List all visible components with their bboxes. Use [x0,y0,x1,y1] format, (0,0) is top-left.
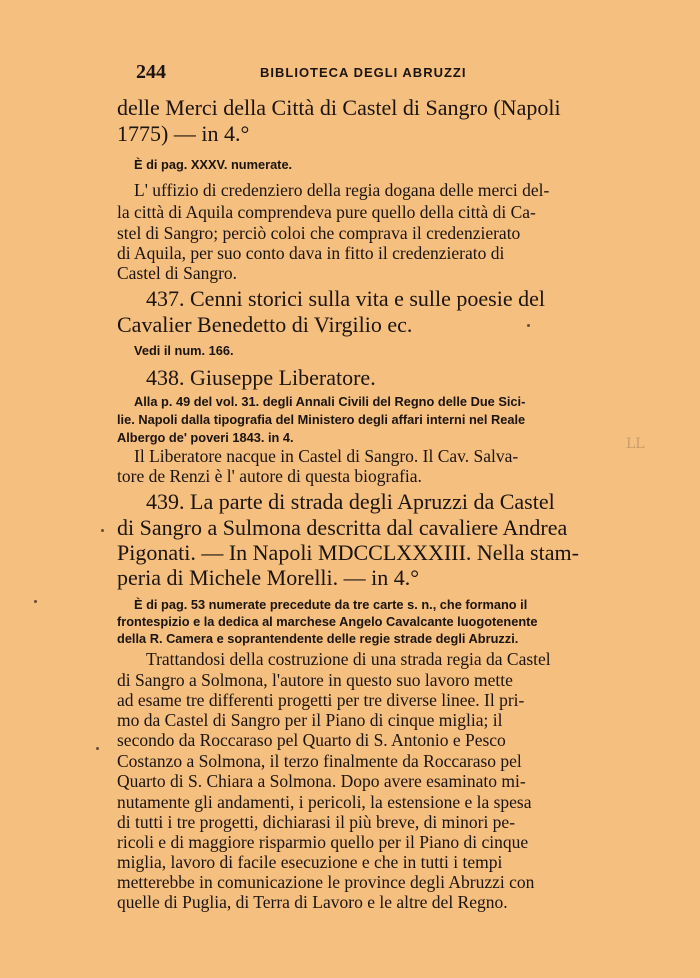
margin-speck [101,529,104,532]
body-text-line: quelle di Puglia, di Terra di Lavoro e le altre del Regno. [117,892,508,912]
entry-title-line: Cavalier Benedetto di Virgilio ec. [117,312,413,337]
bibliographic-note: Vedi il num. 166. [134,343,234,358]
body-text-line: di tutti i tre progetti, dichiarasi il più breve, di minori pe- [117,812,516,832]
entry-title-line: delle Merci della Città di Castel di Sangro (Napoli [117,95,561,120]
body-text-line: Costanzo a Solmona, il terzo finalmente da Roccaraso pel [117,751,522,771]
page-number: 244 [136,61,166,83]
body-text-line: di Sangro a Solmona, l'autore in questo suo lavoro mette [117,670,513,690]
bibliographic-note: Alla p. 49 del vol. 31. degli Annali Civili del Regno delle Due Sici- [134,394,526,409]
body-text-line: nutamente gli andamenti, i pericoli, la estensione e la spesa [117,792,532,812]
entry-title-line: 439. La parte di strada degli Apruzzi da Castel [146,489,555,514]
entry-title-line: 437. Cenni storici sulla vita e sulle poesie del [146,286,545,311]
body-text-line: metterebbe in comunicazione le province degli Abruzzi con [117,872,535,892]
body-text-line: mo da Castel di Sangro per il Piano di cinque miglia; il [117,710,503,730]
entry-title-line: peria di Michele Morelli. — in 4.° [117,565,420,590]
running-title: BIBLIOTECA DEGLI ABRUZZI [260,65,467,80]
entry-title-line: Pigonati. — In Napoli MDCCLXXXIII. Nella stam- [117,540,579,565]
body-text-line: Trattandosi della costruzione di una strada regia da Castel [146,649,551,669]
bibliographic-note: frontespizio e la dedica al marchese Angelo Cavalcante luogotenente [117,614,538,629]
body-text-line: ricoli e di maggiore risparmio quello per il Piano di cinque [117,832,529,852]
margin-speck [96,747,99,750]
margin-speck [527,324,530,327]
body-text-line: Il Liberatore nacque in Castel di Sangro. Il Cav. Salva- [134,446,519,466]
entry-title-line: 438. Giuseppe Liberatore. [146,365,376,390]
entry-title-line: 1775) — in 4.° [117,121,250,146]
bibliographic-note: È di pag. 53 numerate precedute da tre carte s. n., che formano il [134,597,528,612]
bibliographic-note: lie. Napoli dalla tipografia del Ministero degli affari interni nel Reale [117,412,526,427]
body-text-line: Castel di Sangro. [117,263,238,283]
bleed-through-mark: LL [626,436,645,452]
body-text-line: di Aquila, per suo conto dava in fitto il credenzierato di [117,243,505,263]
bibliographic-note: È di pag. XXXV. numerate. [134,157,293,172]
page-header [136,61,622,85]
body-text-line: secondo da Roccaraso pel Quarto di S. Antonio e Pesco [117,730,506,750]
body-text-line: stel di Sangro; perciò coloi che comprava il credenzierato [117,223,521,243]
body-text-line: ad esame tre differenti progetti per tre diverse linee. Il pri- [117,690,525,710]
body-text-line: tore de Renzi è l' autore di questa biografia. [117,466,422,486]
bibliographic-note: della R. Camera e soprantendente delle regie strade degli Abruzzi. [117,631,519,646]
margin-speck [34,600,37,603]
body-text-line: Quarto di S. Chiara a Solmona. Dopo avere esaminato mi- [117,771,526,791]
body-text-line: miglia, lavoro di facile esecuzione e che in tutti i tempi [117,852,503,872]
body-text-line: L' uffizio di credenziero della regia dogana delle merci del- [134,180,550,200]
bibliographic-note: Albergo de' poveri 1843. in 4. [117,430,294,445]
body-text-line: la città di Aquila comprendeva pure quello della città di Ca- [117,202,536,222]
entry-title-line: di Sangro a Sulmona descritta dal cavaliere Andrea [117,515,568,540]
